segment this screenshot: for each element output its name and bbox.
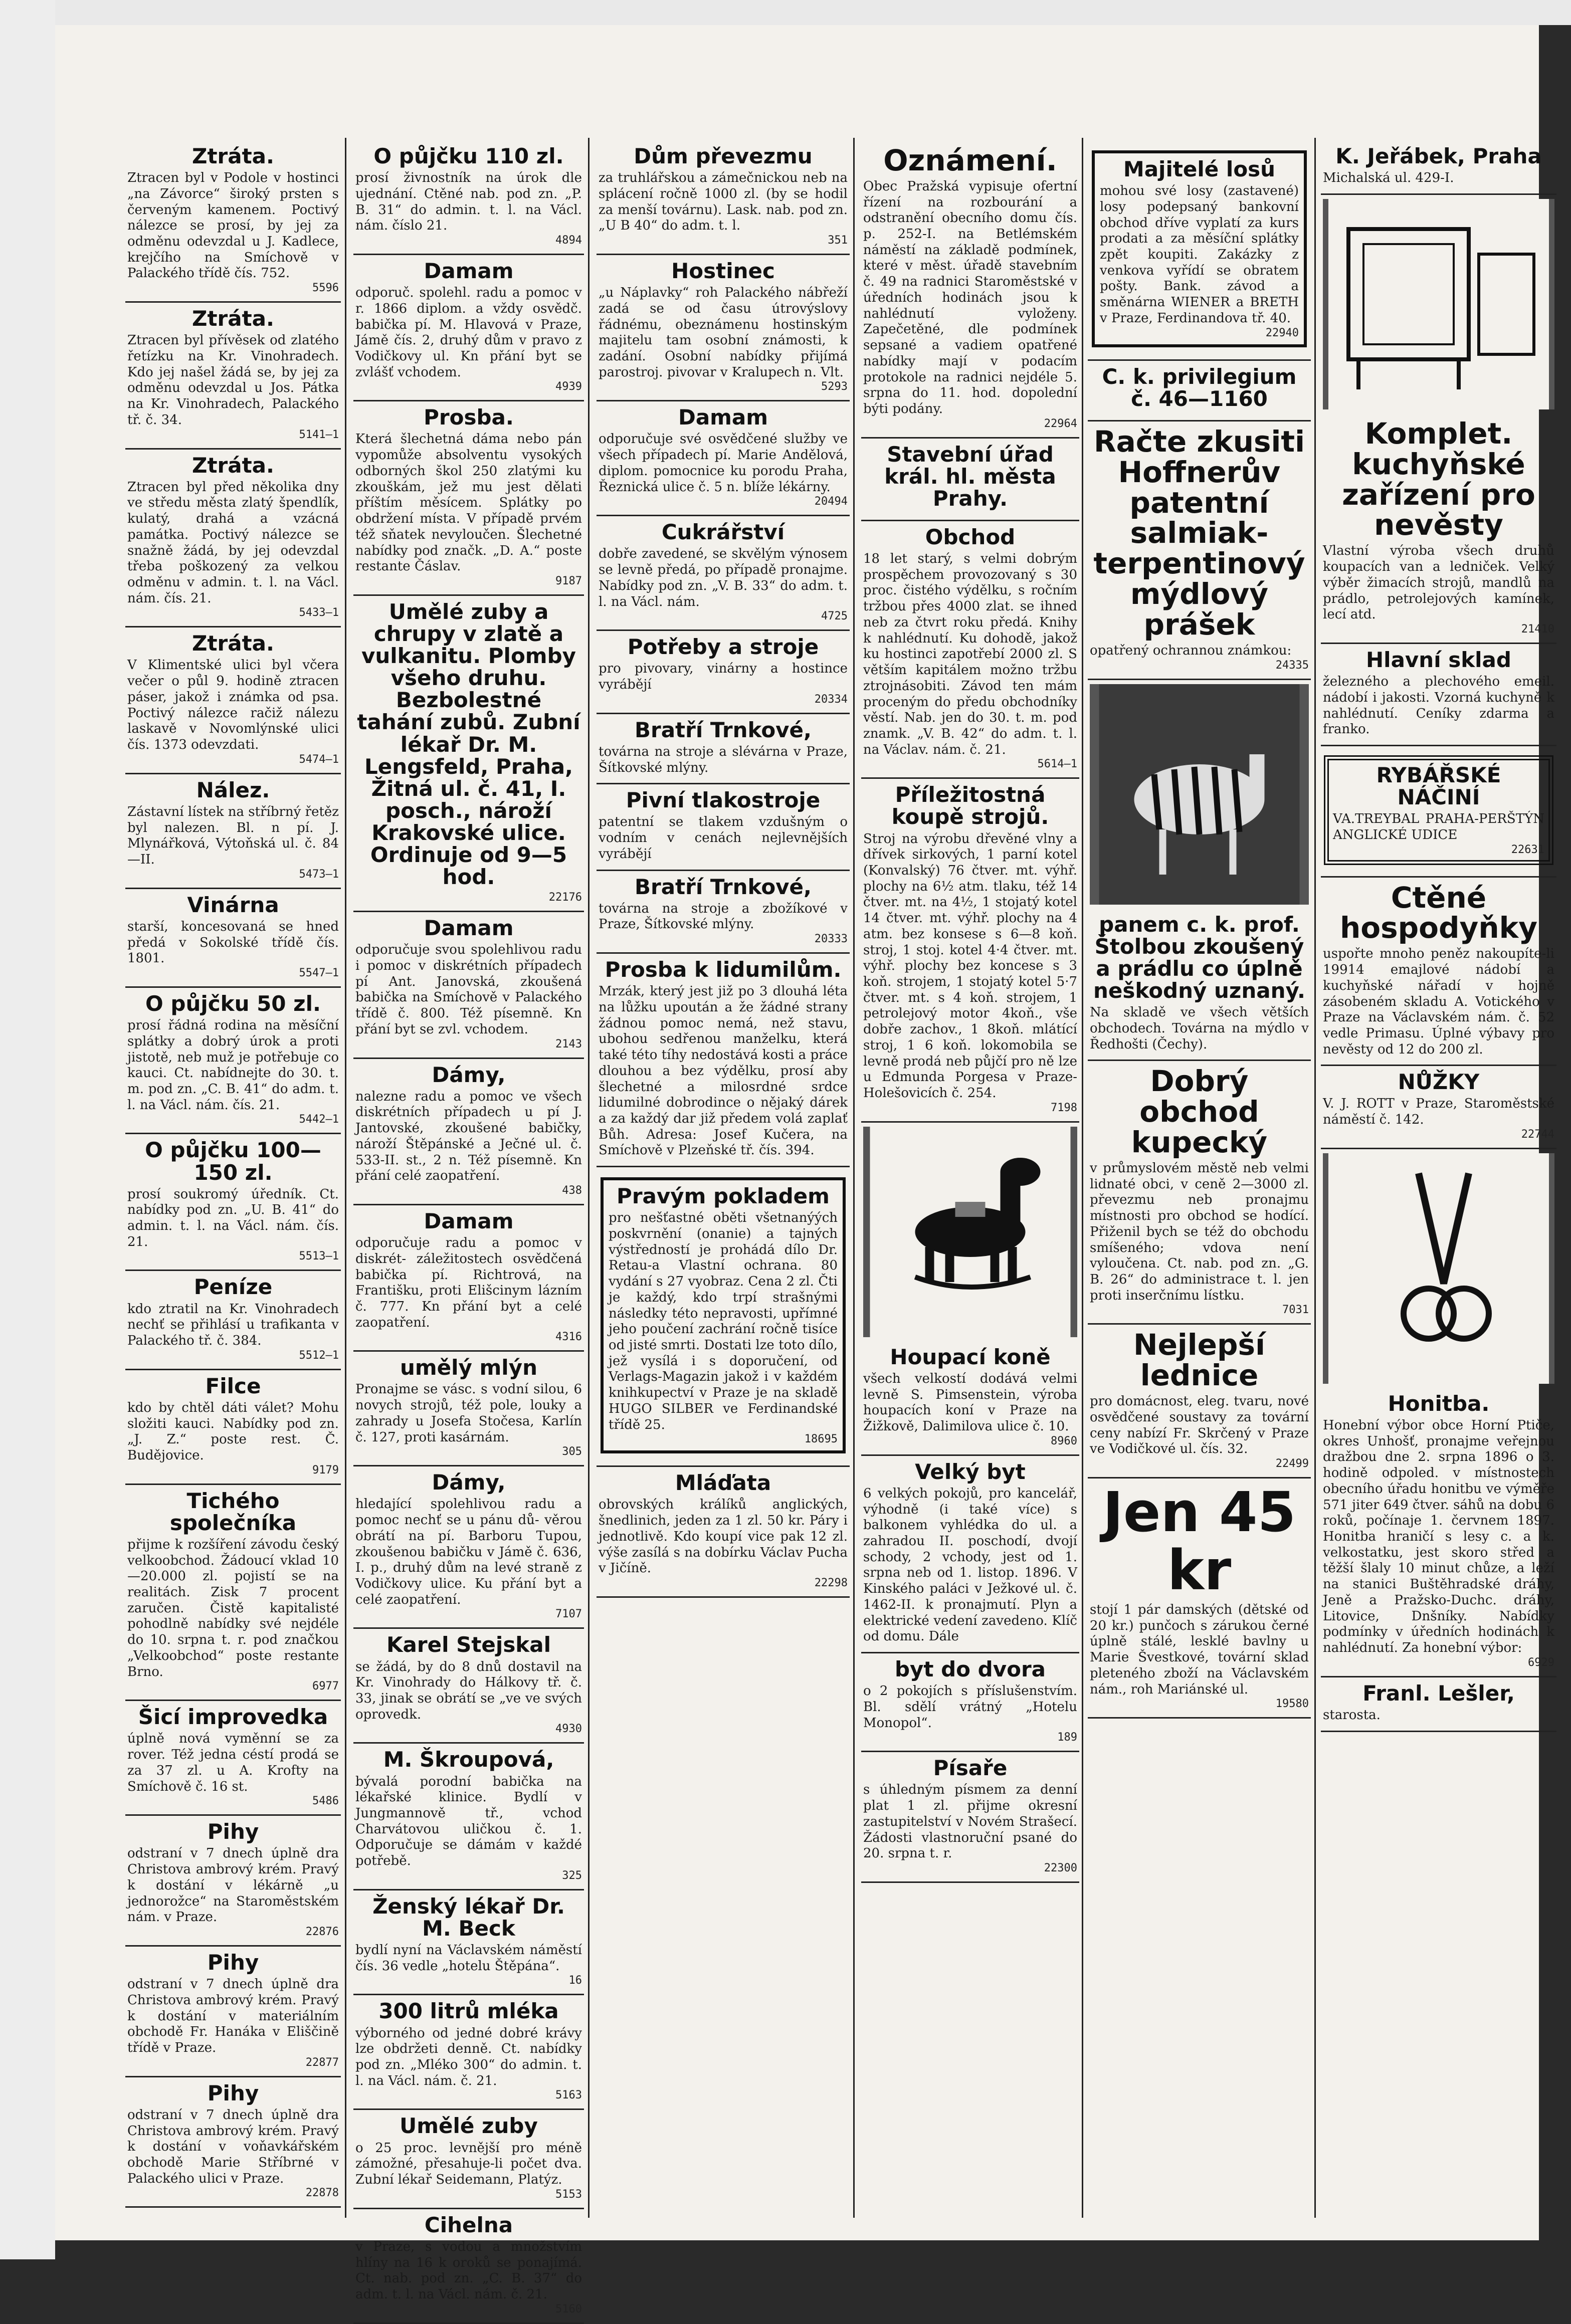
ad-reference-number: 20494 — [814, 495, 848, 508]
ad-headline: Bratří Trnkové, — [634, 874, 812, 899]
classified-ad — [1321, 746, 1556, 878]
ad-text: o 25 proc. levnější pro méně zámožné, přesahuje-li počet dva. Zubní lékař Seidemann, Platýz. — [355, 2140, 582, 2187]
classified-ad — [125, 774, 341, 889]
ad-headline: Ženský lékař Dr. M. Beck — [372, 1893, 565, 1941]
classified-ad — [125, 1370, 341, 1485]
ad-text: pro pivovary, vinárny a hostince vyrábějí — [599, 661, 848, 693]
ad-headline: Pravým pokladem — [617, 1184, 830, 1209]
ad-reference-number: 21410 — [1521, 622, 1554, 636]
classified-ad — [1088, 1061, 1311, 1325]
ad-headline: Račte zkusiti Hoffnerův patentní salmiak-terpentinový mýdlový prášek — [1093, 424, 1305, 642]
ad-reference-number: 5141—1 — [299, 428, 339, 441]
ad-text: 6 velkých pokojů, pro kancelář, výhodně (i také více) s balkonem vyhlédka do ul. a zahradou II. poschodí, dvojí schody, 2 vchody, jest od 1. srpna neb od 1. listop. 1896. V Kinského paláci v Ježkové ul. č. 1462-II. k pronajmutí. Plyn a elektrické vedení zavedeno. Klíč od domu. Dále — [863, 1486, 1077, 1644]
ad-text: Která šlechetná dáma nebo pán vypomůže absolventu vysokých odborných škol 250 zlatými ku zkouškám, jež mu jest dělati příštím měsícem. Splátky po obdržení místa. V případě prvém též sňatek nevyloučen. Šlechetné nabídky pod značk. „D. A.“ poste restante Čáslav. — [355, 432, 582, 574]
ad-reference-number: 4939 — [555, 380, 582, 393]
scissors-illustration — [1323, 1153, 1554, 1384]
ad-headline: Cihelna — [424, 2212, 513, 2237]
ad-text: mohou své losy (zastavené) losy podepsaný bankovní obchod dříve vyplatí za kurs prodati a za měsíční splátky zpět koupiti. Zakázky z venkova vyřídí se obratem pošty. Bank. závod a směnárna WIENER a BRETH v Praze, Ferdinandova tř. 40. — [1100, 183, 1299, 326]
ad-reference-number: 6977 — [312, 1680, 339, 1693]
column-rule — [345, 138, 346, 2218]
classified-ad — [125, 889, 341, 988]
ad-text: starší, koncesovaná se hned předá v Sokolské třídě čís. 1801. — [127, 919, 339, 966]
ad-headline: Pivní tlakostroje — [626, 788, 821, 813]
ad-headline: Příležitostná koupě strojů. — [891, 782, 1049, 829]
ad-reference-number: 5513—1 — [299, 1250, 339, 1263]
classified-ad — [353, 596, 584, 912]
ad-reference-number: 9187 — [555, 574, 582, 587]
ad-reference-number: 7198 — [1051, 1101, 1077, 1114]
ad-reference-number: 22298 — [814, 1577, 848, 1589]
ad-frame — [601, 1177, 846, 1453]
ad-headline: Oznámení. — [883, 143, 1057, 177]
ad-text: v Praze, s vodou a množstvím hlíny na 16 k oroků se ponajímá. Ct. nab. pod zn. „C. B. 37“ do adm. t. l. na Václ. nám. č. 21. — [355, 2239, 582, 2302]
ad-headline: Písaře — [933, 1756, 1008, 1781]
classified-ad — [1321, 878, 1556, 1067]
ad-reference-number: 22300 — [1044, 1861, 1077, 1874]
ad-reference-number: 22878 — [305, 2187, 339, 2200]
ad-reference-number: 351 — [828, 234, 848, 247]
classified-ad — [597, 784, 850, 871]
classified-ad — [1088, 361, 1311, 421]
ad-headline: Stavební úřad král. hl. města Prahy. — [884, 442, 1056, 511]
ad-headline: Dámy, — [432, 1470, 506, 1495]
ad-headline: Dobrý obchod kupecký — [1131, 1064, 1268, 1160]
ad-text: se žádá, by do 8 dnů dostavil na Kr. Vinohrady do Hálkovy tř. č. 33, jinak se obrátí se „ve ve svých oprovedk. — [355, 1659, 582, 1722]
ad-headline: Damam — [424, 258, 514, 283]
ad-reference-number: 5163 — [555, 2089, 582, 2102]
classified-ad — [597, 140, 850, 255]
classified-ad — [125, 1947, 341, 2077]
ad-reference-number: 5473—1 — [299, 868, 339, 881]
classified-ad — [1088, 1325, 1311, 1478]
classified-ad — [597, 401, 850, 516]
classified-ad — [1321, 1066, 1556, 1149]
ad-headline: Potřeby a stroje — [627, 635, 819, 660]
ad-headline: Prosba. — [424, 405, 514, 430]
ad-text: Ztracen byl přívěsek od zlatého řetízku na Kr. Vinohradech. Kdo jej našel žádá se, by jej za odměnu odevzdal u Jos. Pátka na Kr. Vinohradech, Palackého tř. č. 34. — [127, 333, 339, 428]
classified-ad — [353, 1890, 584, 1996]
ad-text: v průmyslovém městě neb velmi lidnaté obci, v ceně 2—3000 zl. převezmu neb pronajmu místnosti pro obchod se hodící. Přiženil bych se též do obchodu smíšeného; vdova není vyloučena. Ct. nab. pod zn. „G. B. 26“ do administrace t. l. jen proti inserčnímu lístku. — [1090, 1160, 1309, 1303]
classified-ad — [353, 1352, 584, 1466]
ad-reference-number: 22631 — [1511, 843, 1544, 856]
ad-headline: Komplet. kuchyňské zařízení pro nevěsty — [1342, 416, 1535, 542]
ad-reference-number: 5512—1 — [299, 1349, 339, 1362]
ad-text: železného a plechového emeil. nádobí i jakosti. Vzorná kuchyně k nahlédnutí. Ceníky zdarma a franko. — [1323, 674, 1554, 737]
classified-ad — [861, 1341, 1079, 1456]
ad-text: prosí živnostník na úrok dle ujednání. Ctěné nab. pod zn. „P. B. 31“ do admin. t. l. na Václ. nám. číslo 21. — [355, 170, 582, 234]
ad-text: V Klimentské ulici byl včera večer o půl 9. hodině ztracen páser, jakož i známka od psa. Poctivý nálezce račiž nálezu laskavě v Novomlýnské ulici čís. 1373 odevzdati. — [127, 658, 339, 753]
classified-ad — [125, 450, 341, 628]
ad-text: patentní se tlakem vzdušným o vodním v cenách nejlevnějších vyrábějí — [599, 814, 848, 862]
ad-headline: 300 litrů mléka — [378, 1999, 559, 2024]
ad-reference-number: 6929 — [1528, 1656, 1554, 1669]
ad-text: odporučuje radu a pomoc v diskrét- záležitostech osvědčená babička pí. Richtrová, na Františku, proti Elišcinym lázním č. 777. Kn přání byt a celé zaopatření. — [355, 1235, 582, 1330]
ad-reference-number: 5614—1 — [1037, 758, 1077, 771]
ad-headline: Velký byt — [915, 1459, 1026, 1484]
ad-text: Ztracen byl v Podole v hostinci „na Závorce“ široký prsten s červeným kamenem. Poctivý nálezce se prosí, by jej za odměnu odevzdal u J. Kadlece, krejčího na Smíchově v Palackého třídě čís. 752. — [127, 170, 339, 281]
ad-text: výborného od jedné dobré krávy lze obdržeti denně. Ct. nabídky pod zn. „Mléko 300“ do admin. t. l. na Václ. nám. č. 21. — [355, 2025, 582, 2088]
classified-ad — [125, 140, 341, 303]
ad-text: odporučuje své osvědčené služby ve všech případech pí. Marie Andělová, diplom. pomocnice ku porodu Praha, Řeznická ulice č. 5 n. blíže lékárny. — [599, 432, 848, 495]
ad-text: pro domácnost, eleg. tvaru, nové osvědčené soustavy za tovární ceny nabízí Fr. Skrčený v Praze ve Vodičkové ul. čís. 32. — [1090, 1394, 1309, 1457]
ad-text: kdo ztratil na Kr. Vinohradech nechť se přihlásí u trafikanta v Palackého tř. č. 384. — [127, 1301, 339, 1348]
ad-text: V. J. ROTT v Praze, Staroměstské náměstí č. 142. — [1323, 1096, 1554, 1128]
classified-ad — [353, 140, 584, 255]
ad-headline: Ztráta. — [192, 144, 274, 168]
ad-text: bývalá porodní babička na lékařské klinice. Bydlí v Jungmannově tř., vchod Charvátovou uličkou č. 1. Odporučuje se dámám v každé potřebě. — [355, 1774, 582, 1869]
classified-ad — [353, 255, 584, 401]
classified-ad — [1088, 1478, 1311, 1719]
classified-ad — [125, 1485, 341, 1702]
column-1 — [125, 140, 341, 2220]
column-rule — [588, 138, 590, 2218]
ad-reference-number: 2143 — [555, 1037, 582, 1050]
ad-headline: Nejlepší lednice — [1133, 1328, 1265, 1393]
classified-ad — [861, 439, 1079, 521]
classified-ad — [125, 1271, 341, 1370]
classified-ad — [597, 516, 850, 631]
ad-text: bydlí nyní na Václavském náměstí čís. 36 vedle „hotelu Štěpána“. — [355, 1943, 582, 1974]
ad-reference-number: 5486 — [312, 1795, 339, 1808]
ad-reference-number: 5442—1 — [299, 1113, 339, 1126]
ad-reference-number: 5433—1 — [299, 606, 339, 619]
ad-text: přijme k rozšíření závodu český velkoobchod. Žádoucí vklad 10—20.000 zl. pojistí se na realitách. Zisk 7 procent zaručen. Čistě kapitalisté pohodlně nabídky své nejdéle do 10. srpna t. r. pod značkou „Velkoobchod“ poste restante Brno. — [127, 1537, 339, 1679]
ad-reference-number: 20334 — [814, 693, 848, 706]
ad-text: starosta. — [1323, 1707, 1381, 1723]
ad-headline: Pihy — [207, 2080, 259, 2105]
ad-text: Mrzák, který jest již po 3 dlouhá léta na lůžku upoután a že žádné strany žádnou pomoc nemá, než stavu, ubohou sedřenou manželku, která také této tíhy nedostává kosti a práce dlouhou a bez výdělku, prosí aby šlechetné a milosrdné srdce lidumilné dobrodince o nějaký dárek a za každý dar již předem volá zaplať Bůh. Adresa: Josef Kučera, na Smíchově v Plzeňské tř. čís. 394. — [599, 984, 848, 1158]
ad-text: VA.TREYBAL PRAHA-PERŠTÝN ANGLICKÉ UDICE — [1333, 811, 1544, 842]
ad-text: obrovských králíků anglických, šnedlinich, jeden za 1 zl. 50 kr. Páry i jednotlivě. Kdo koupí vice pak 12 zl. výše zasílá s na dobírku Václav Pucha v Jičíně. — [599, 1497, 848, 1576]
classified-ad — [125, 1134, 341, 1271]
ad-reference-number: 325 — [562, 1869, 582, 1882]
ad-reference-number: 7107 — [555, 1608, 582, 1621]
ad-headline: O půjčku 50 zl. — [145, 991, 321, 1016]
ad-headline: K. Jeřábek, Praha — [1335, 144, 1542, 168]
classified-ad — [353, 2110, 584, 2209]
column-2 — [353, 140, 584, 2315]
ad-text: s úhledným písmem za denní plat 1 zl. přijme okresní zastupitelství v Novém Strašecí. Žádosti vlastnoruční psané do 20. srpna t. r. — [863, 1782, 1077, 1861]
ad-headline: O půjčku 110 zl. — [373, 144, 564, 168]
classified-ad — [125, 2077, 341, 2208]
classified-ad — [1321, 140, 1556, 195]
ad-headline: Damam — [424, 916, 514, 941]
rocking-horse-illustration — [863, 1127, 1077, 1337]
ad-headline: Dům převezmu — [634, 144, 813, 168]
ad-text: Zástavní lístek na stříbrný řetěz byl nalezen. Bl. n pí. J. Mlynářková, Výtoňská ul. č. 84—II. — [127, 804, 339, 868]
ad-headline: M. Škroupová, — [383, 1747, 554, 1772]
ad-text: prosí řádná rodina na měsíční splátky a dobrý úrok a proti jistotě, neb muž je potřebuje co kauci. Ct. nabídnejte do 30. t. m. pod zn. „C. B. 41“ do adm. t. l. na Václ. nám. čís. 21. — [127, 1018, 339, 1113]
classified-ad — [861, 1752, 1079, 1883]
ad-text: Ztracen byl před několika dny ve středu města zlatý špendlík, kulatý, drahá a vzácná památka. Poctivý nálezce se snažně žádá, by jej odevzdal třeba poškozený za velkou odměnu v admin. t. l. na Václ. nám. čís. 21. — [127, 479, 339, 606]
classified-ad — [353, 1744, 584, 1890]
classified-ad — [353, 2209, 584, 2324]
ad-reference-number: 305 — [562, 1445, 582, 1458]
column-5 — [1088, 140, 1311, 2220]
classified-ad — [1088, 909, 1311, 1062]
classified-ad — [353, 401, 584, 596]
newspaper-page — [55, 25, 1554, 2315]
ad-headline: Ctěné hospodyňky — [1339, 880, 1538, 945]
ad-headline: Majitelé losů — [1123, 157, 1276, 181]
classified-ad — [125, 627, 341, 774]
ad-text: stojí 1 pár damských (dětské od 20 kr.) punčoch s zárukou černé úplně stálé, lesklé bavlny u Marie Švestkové, tovární sklad pleteného zboží na Václavském nám., roh Mariánské ul. — [1090, 1602, 1309, 1697]
ad-reference-number: 438 — [562, 1184, 582, 1197]
ad-headline: Peníze — [193, 1275, 273, 1300]
ad-text: odstraní v 7 dnech úplně dra Christova ambrový krém. Pravý k dostání v voňavkářském obchodě Marie Stříbrné v Palackého ulici v Praze. — [127, 2107, 339, 2186]
ad-headline: C. k. privilegium č. 46—1160 — [1102, 364, 1297, 411]
classified-ad — [353, 912, 584, 1059]
ad-headline: O půjčku 100—150 zl. — [145, 1138, 321, 1185]
classified-ad — [353, 1205, 584, 1352]
ad-text: odporuč. spolehl. radu a pomoc v r. 1866 diplom. a vždy osvědč. babička pí. M. Hlavová v Praze, Jámě čís. 2, druhý dům v pravo z Vodičkovy ul. Kn přání byt se zvlášť vchodem. — [355, 285, 582, 380]
ad-reference-number: 5474—1 — [299, 753, 339, 766]
ad-headline: Umělé zuby a chrupy v zlatě a vulkanitu. Plomby všeho druhu. Bezbolestné tahání zubů. Zubní lékař Dr. M. Lengsfeld, Praha, Žitná ul. č. 41, I. posch., nároží Krakovské ulice. Ordinuje od 9—5 hod. — [357, 599, 580, 890]
ad-text: za truhlářskou a zámečnickou neb na splácení ročně 1000 zl. (by se hodil za menší továrnu). Lask. nab. pod zn. „U B 40“ do adm. t. l. — [599, 170, 848, 234]
ad-headline: Damam — [424, 1208, 514, 1233]
ad-text: Vlastní výroba všech druhů koupacích van a ledniček. Velký výběr žimacích strojů, mandlů na prádlo, petrolejových kamínek, lecí atd. — [1323, 543, 1554, 622]
ad-headline: Nález. — [196, 777, 270, 802]
classified-ad — [861, 779, 1079, 1122]
ad-reference-number: 4894 — [555, 234, 582, 247]
ad-text: továrna na stroje a slévárna v Praze, Šítkovské mlýny. — [599, 744, 848, 775]
scan-left-edge — [0, 0, 55, 2259]
ad-text: Stroj na výrobu dřevěné vlny a dřívek sirkových, 1 parní kotel (Konvalský) 76 čtver. mt. výhř. plochy na 6½ atm. tlaku, též 14 čtver. mt. na 4½, 1 stojatý kotel 14 čtver. mt. výhř. plochy na 4 atm. bez konsese s 6—8 koň. stroj, 1 stoj. kotel 4·4 čtver. mt. výhř. plochy bez koncese s 3 koň. strojem, 1 stojatý kotel 5·7 čtver. mt. s 4 koň. strojem, 1 petrolejový motor 4koň., vše dobře zachov., 1 8koň. mlátící stroj, 1 6 koň. lokomobila se levně prodá neb půjčí pro ně lze u Edmunda Porgesa v Praze-Holešovicích č. 254. — [863, 831, 1077, 1101]
ad-text: Na skladě ve všech větších obchodech. Továrna na mýdlo v Ředhošti (Čechy). — [1090, 1005, 1309, 1052]
ad-reference-number: 4316 — [555, 1331, 582, 1344]
classified-ad — [861, 521, 1079, 779]
ad-text: Michalská ul. 429-I. — [1323, 170, 1454, 186]
ad-text: továrna na stroje a zbožíkové v Praze, Šítkovské mlýny. — [599, 901, 848, 932]
classified-ad — [125, 1816, 341, 1947]
ad-headline: Šicí improvedka — [138, 1705, 328, 1730]
classified-ad — [1321, 413, 1556, 644]
ad-headline: Prosba k lidumilům. — [605, 957, 842, 982]
ad-headline: Karel Stejskal — [386, 1632, 551, 1657]
column-4 — [861, 140, 1079, 2220]
classified-ad — [597, 871, 850, 954]
classified-ad — [125, 1701, 341, 1816]
ad-reference-number: 24335 — [1275, 659, 1309, 672]
ad-headline: Pihy — [207, 1950, 259, 1975]
ad-text: odstraní v 7 dnech úplně dra Christova ambrový krém. Pravý k dostání v lékárně „u jednorožce“ na Staroměstském nám. v Praze. — [127, 1846, 339, 1925]
ad-reference-number: 5596 — [312, 282, 339, 295]
ad-text: odporučuje svou spolehlivou radu i pomoc v diskrétních případech pí Ant. Janovská, zkoušená babička na Smíchově v Palackého třídě č. 800. Též písemně. Kn přání byt se zvl. vchodem. — [355, 942, 582, 1037]
ad-reference-number: 16 — [568, 1974, 582, 1987]
scan-top-edge — [0, 0, 1571, 25]
classified-ad — [353, 1059, 584, 1205]
ad-text: prosí soukromý úředník. Ct. nabídky pod zn. „U. B. 41“ do admin. t. l. na Václ. nám. čís. 21. — [127, 1186, 339, 1249]
ad-text: úplně nová vyměnní se za rover. Též jedna céstí prodá se za 37 zl. u A. Krofty na Smíchově č. 16 st. — [127, 1731, 339, 1794]
ad-frame — [1324, 755, 1553, 865]
column-rule — [853, 138, 855, 2218]
ad-reference-number: 189 — [1057, 1731, 1077, 1744]
zebra-illustration — [1090, 684, 1309, 905]
classified-ad — [597, 714, 850, 785]
ad-headline: Filce — [205, 1373, 261, 1398]
ad-reference-number: 9179 — [312, 1463, 339, 1476]
ad-headline: Honitba. — [1388, 1391, 1490, 1416]
kitchen-cabinet-illustration — [1323, 199, 1554, 409]
ad-reference-number: 5293 — [821, 380, 848, 393]
ad-reference-number: 5547—1 — [299, 967, 339, 979]
classified-ad — [1321, 1677, 1556, 1732]
ad-headline: Hlavní sklad — [1366, 647, 1511, 672]
ad-text: dobře zavedené, se skvělým výnosem se levně předá, po případě pronajme. Nabídky pod zn. „V. B. 33“ do adm. t. l. na Václ. nám. — [599, 546, 848, 609]
ad-reference-number: 4725 — [821, 610, 848, 623]
ad-headline: Dámy, — [432, 1062, 506, 1087]
ad-reference-number: 22176 — [548, 891, 582, 904]
ad-reference-number: 4930 — [555, 1723, 582, 1736]
ad-text: všech velkostí dodává velmi levně S. Pimsenstein, výroba houpacích koní v Praze na Žižkově, Dalimilova ulice č. 10. — [863, 1371, 1077, 1434]
column-6 — [1321, 140, 1556, 2220]
classified-ad — [353, 1629, 584, 1744]
ad-reference-number: 22877 — [305, 2056, 339, 2069]
ad-text: Honební výbor obce Horní Ptiče, okres Unhošť, pronajme veřejnou dražbou dne 2. srpna 1896 o 3. hodině odpoled. v místnostech obecního úřadu honitbu ve výměře 571 jiter 649 čtver. sáhů na dobu 6 roků, počínaje 1. červnem 1897. Honitba hraničí s lesy c. a k. velkostatku, jest skoro střed a těžší šlaly 10 minut chůze, a leží na stanici Buštěhradské dráhy, Jeně a Pražsko-Duchc. dráhy, Litovice, Dnšníky. Nabídky podmínky v úředních hodinách k nahlédnutí. Za honební výbor: — [1323, 1418, 1554, 1656]
ad-reference-number: 19580 — [1275, 1698, 1309, 1711]
ad-headline: Tichého společníka — [169, 1488, 297, 1535]
ad-reference-number: 22499 — [1275, 1457, 1309, 1470]
classified-ad — [1088, 421, 1311, 680]
ad-headline: Ztráta. — [192, 631, 274, 656]
ad-headline: Cukrářství — [661, 520, 785, 545]
ad-headline: Franl. Lešler, — [1362, 1680, 1515, 1706]
classified-ad — [125, 988, 341, 1134]
classified-ad — [861, 1653, 1079, 1752]
ad-headline: RYBÁŘSKÉ NÁČINÍ — [1376, 762, 1501, 810]
ad-headline: NŮŽKY — [1398, 1070, 1480, 1095]
ad-headline: Umělé zuby — [400, 2114, 538, 2139]
ad-text: uspořte mnoho peněz nakoupíte-li 19914 emajlové nádobí a kuchyňské nářadí v hojně zásobeném skladu A. Votického v Praze na Václavském nám. č. 52 vedle Primasu. Úplné výbavy pro nevěsty od 12 do 200 zl. — [1323, 946, 1554, 1057]
ad-text: Obec Pražská vypisuje ofertní řízení na rozbourání a odstranění obecního domu čís. p. 252-I. na Betlémském náměstí na základě podmínek, které v měst. úřadě stavebním č. 49 na radnici Staroměstské v úředních hodinách jsou k nahlédnutí vyloženy. Zapečetěné, dle podmínek sepsané a vadiem opatřené nabídky mají v podacím protokole na radnici nejdéle 5. srpna do 11. hod. dopolední býti podány. — [863, 178, 1077, 416]
ad-headline: Obchod — [925, 524, 1016, 549]
ad-headline: Damam — [678, 405, 768, 430]
ad-text: pro nešťastné oběti všetnanýých poskvrnění (onanie) a tajných výstředností je prohádá dílo Dr. Retau-a Vlastní ochrana. 80 vydání s 27 vyobraz. Cena 2 zl. Čti je každý, kdo trpí strašnými následky této nepravosti, upřímné jeho poučení zachrání ročně tisíce od jisté smrti. Dostati lze toto dílo, jež vysílá i s doporučení, od Verlags-Magazin jakož i v každém knihkupectví v Praze je na skladě HUGO SILBER ve Ferdinandské třídě 25. — [609, 1210, 838, 1432]
ad-headline: Houpací koně — [890, 1344, 1051, 1369]
ad-headline: Hostinec — [671, 258, 775, 283]
ad-headline: byt do dvora — [894, 1657, 1046, 1682]
ad-text: kdo by chtěl dáti válet? Mohu složiti kauci. Nabídky pod zn. „J. Z.“ poste rest. Č. Budějovice. — [127, 1400, 339, 1463]
ad-headline: Ztráta. — [192, 453, 274, 478]
classified-ad — [597, 255, 850, 401]
column-rule — [1314, 138, 1316, 2218]
ad-reference-number: 22744 — [1521, 1128, 1554, 1141]
column-rule — [1082, 138, 1083, 2218]
classified-ad — [861, 140, 1079, 439]
ad-reference-number: 5160 — [555, 2302, 582, 2315]
classified-ad — [597, 1467, 850, 1598]
classified-ad — [353, 1466, 584, 1629]
classified-ad — [353, 1995, 584, 2110]
classified-ad — [861, 1456, 1079, 1653]
classified-ad — [1088, 140, 1311, 361]
classified-ad — [597, 631, 850, 714]
ad-text: odstraní v 7 dnech úplně dra Christova ambrový krém. Pravý k dostání v materiálním obchodě Fr. Hanáka v Eliščině třídě v Praze. — [127, 1977, 339, 2055]
classified-ad — [125, 303, 341, 449]
ad-reference-number: 18695 — [804, 1433, 838, 1446]
ad-headline: Mláďata — [675, 1470, 771, 1496]
ad-reference-number: 22940 — [1265, 326, 1299, 339]
ad-text: o 2 pokojích s příslušenstvím. Bl. sdělí vrátný „Hotelu Monopol“. — [863, 1683, 1077, 1731]
ad-headline: panem c. k. prof. Štolbou zkoušený a prádlu co úplně neškodný uznaný. — [1093, 912, 1305, 1003]
ad-reference-number: 22964 — [1044, 417, 1077, 430]
ad-text: „u Náplavky“ roh Palackého nábřeží zadá se od času útrovýslovy řádnému, obeznámenu hostinským majitelu tam osobní známosti, k zadání. Osobní nabídky přijímá parostroj. pivovar v Kralupech n. Vlt. — [599, 285, 848, 380]
ad-text: Pronajme se vásc. s vodní silou, 6 novych strojů, též pole, louky a zahrady u Josefa Stočesa, Karlín č. 127, proti kasárnám. — [355, 1382, 582, 1445]
ad-headline: Jen 45 kr — [1102, 1480, 1296, 1602]
ad-text: 18 let starý, s velmi dobrým prospěchem provozovaný s 30 proc. čistého výdělku, s ročním tržbou přes 4000 zlat. se ihned neb za čtvrt roku předá. Knihy k nahlédnutí. Ku dohodě, jakož ku hostinci zapotřebí 2000 zl. S větším kapitálem možno tržbu ztrojnásobiti. Závod ten mám proceným do předu obchodníky věstí. Nab. jen do 30. t. m. pod znamk. „V. B. 42“ do adm. t. l. na Václav. nám. č. 21. — [863, 551, 1077, 757]
ad-headline: Ztráta. — [192, 306, 274, 331]
ad-reference-number: 22876 — [305, 1926, 339, 1938]
classified-ad — [1321, 644, 1556, 746]
ad-headline: Pihy — [207, 1819, 259, 1844]
ad-headline: umělý mlýn — [400, 1355, 537, 1380]
ad-reference-number: 5153 — [555, 2188, 582, 2201]
classified-ad — [597, 1167, 850, 1467]
ad-text: nalezne radu a pomoc ve všech diskrétních případech u pí J. Jantovské, zkoušené babičky, nároží Štěpánské a Ječné ul. č. 533-II. st., 2 n. Též písemně. Kn přání celé zaopatření. — [355, 1089, 582, 1184]
ad-headline: Vinárna — [187, 892, 279, 917]
ad-reference-number: 20333 — [814, 933, 848, 946]
ad-frame — [1092, 150, 1307, 347]
ad-reference-number: 8960 — [1051, 1434, 1077, 1447]
ad-headline: Bratří Trnkové, — [634, 717, 812, 742]
ad-text: opatřený ochrannou známkou: — [1090, 643, 1292, 658]
classified-ad — [1321, 1388, 1556, 1677]
classified-ad — [597, 954, 850, 1167]
ad-reference-number: 7031 — [1282, 1304, 1309, 1317]
column-3 — [597, 140, 850, 2220]
ad-text: hledající spolehlivou radu a pomoc nechť se u pánu dů- věrou obrátí na pí. Barboru Tupou, zkoušenou babičku v Jámě č. 636, I. p., druhý dům na levé straně z Vodičkovy ulice. Ku přání byt a celé zaopatření. — [355, 1497, 582, 1607]
